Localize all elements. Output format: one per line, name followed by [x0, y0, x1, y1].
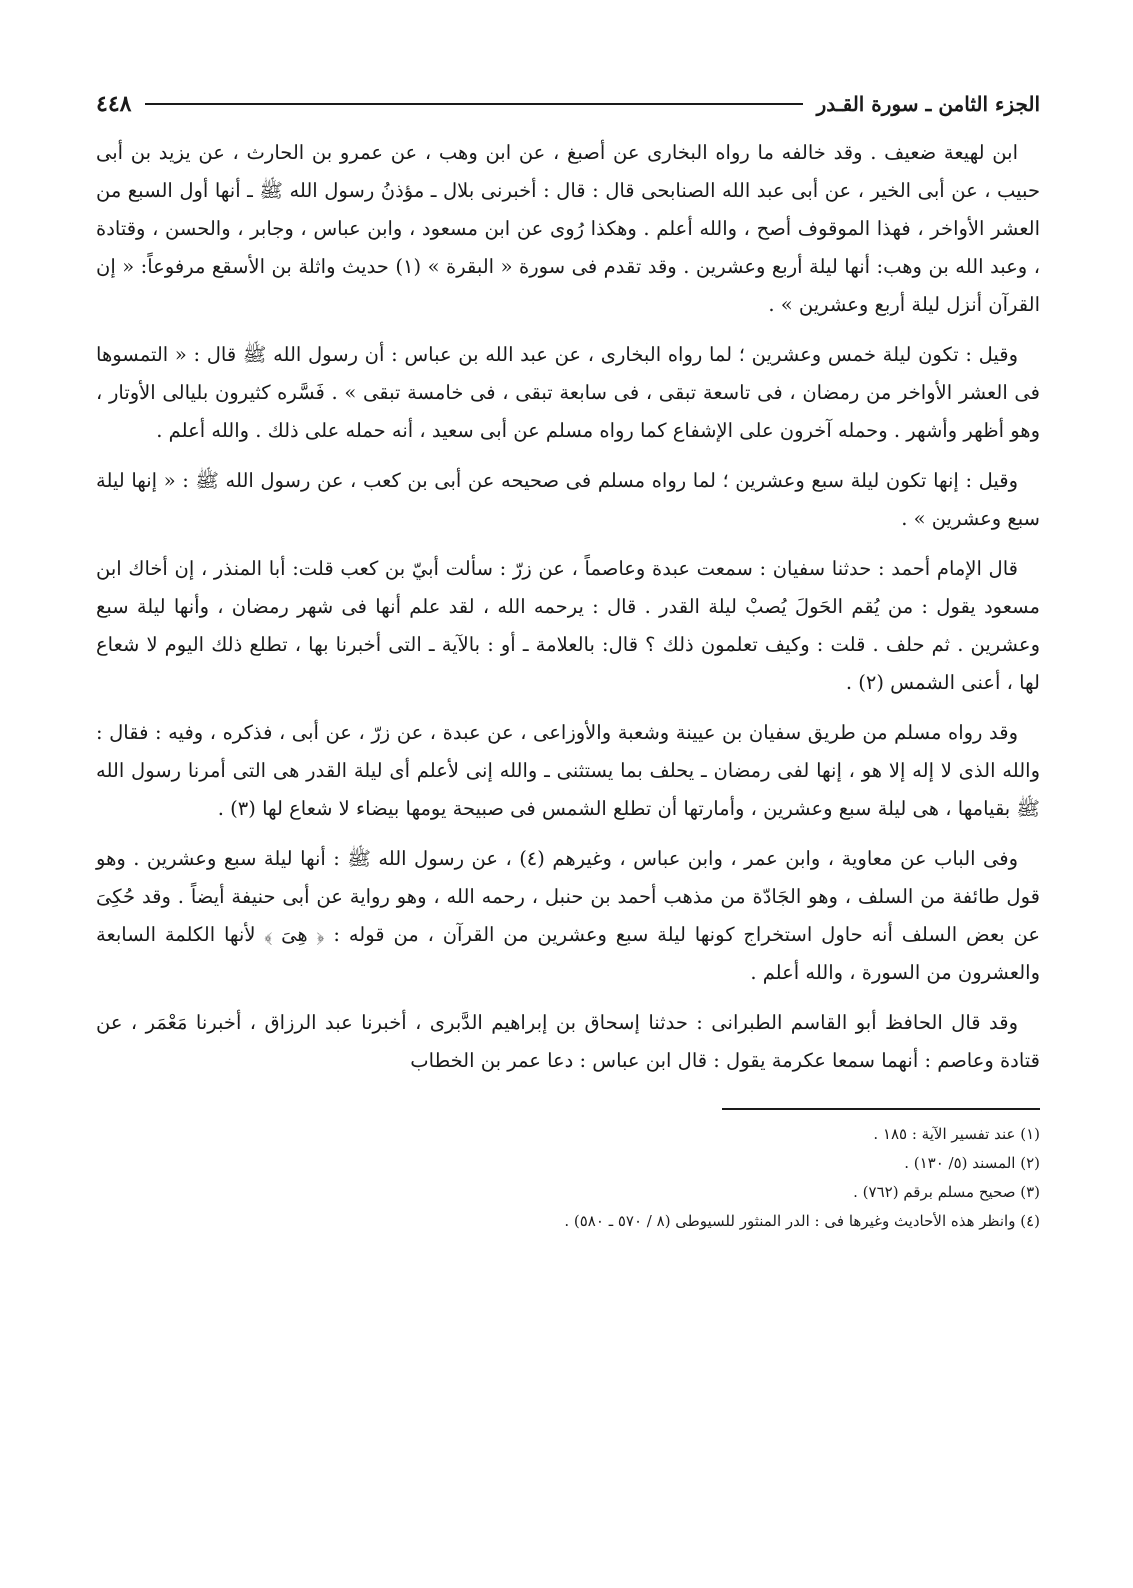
running-header-title: الجزء الثامن ـ سورة القـدر — [816, 92, 1040, 116]
header-rule — [145, 103, 802, 105]
paragraph: وقد قال الحافظ أبو القاسم الطبرانى : حدثنا إسحاق بن إبراهيم الدَّبرى ، أخبرنا عبد الرزاق ، أخبرنا مَعْمَر ، عن قتادة وعاصم : أنهما سمعا عكرمة يقول : قال ابن عباس : دعا عمر بن الخطاب — [96, 1011, 1040, 1072]
running-header — [96, 84, 1040, 124]
paragraph: وقد رواه مسلم من طريق سفيان بن عيينة وشعبة والأوزاعى ، عن عبدة ، عن زرّ ، عن أبى ، فذكره ، وفيه : فقال : والله الذى لا إله إلا هو ، إنها لفى رمضان ـ يحلف بما يستثنى ـ والله إنى لأعلم أى ليلة القدر هى التى أمرنا رسول الله ﷺ بقيامها ، هى ليلة سبع وعشرين ، وأمارتها أن تطلع الشمس فى صبيحة يومها بيضاء لا شعاع لها (٣) . — [96, 721, 1040, 820]
footnote: (٤) وانظر هذه الأحاديث وغيرها فى : الدر المنثور للسيوطى (٨ / ٥٧٠ ـ ٥٨٠) . — [564, 1212, 1040, 1230]
body-text — [96, 134, 1040, 1080]
paragraph: وفى الباب عن معاوية ، وابن عمر ، وابن عباس ، وغيرهم (٤) ، عن رسول الله ﷺ : أنها ليلة سبع وعشرين . وهو قول طائفة من السلف ، وهو الجَادّة من مذهب أحمد بن حنبل ، رحمه الله ، وهو رواية عن أبى حنيفة أيضاً . وقد حُكِىَ عن بعض السلف أنه حاول استخراج كونها ليلة سبع وعشرين من القرآن ، من قوله : ﴿ هِىَ ﴾ لأنها الكلمة السابعة والعشرون من السورة ، والله أعلم . — [96, 847, 1041, 984]
paragraph: وقيل : تكون ليلة خمس وعشرين ؛ لما رواه البخارى ، عن عبد الله بن عباس : أن رسول الله ﷺ قال : « التمسوها فى العشر الأواخر من رمضان ، فى تاسعة تبقى ، فى سابعة تبقى ، فى خامسة تبقى » . فَسَّره كثيرون بليالى الأوتار ، وهو أظهر وأشهر . وحمله آخرون على الإشفاع كما رواه مسلم عن أبى سعيد ، أنه حمله على ذلك . والله أعلم . — [96, 343, 1040, 442]
footnote: (٢) المسند (٥/ ١٣٠) . — [904, 1154, 1040, 1172]
footnote: (١) عند تفسير الآية : ١٨٥ . — [873, 1125, 1040, 1143]
paragraph: وقيل : إنها تكون ليلة سبع وعشرين ؛ لما رواه مسلم فى صحيحه عن أبى بن كعب ، عن رسول الله ﷺ : « إنها ليلة سبع وعشرين » . — [96, 469, 1040, 530]
footnote-divider — [722, 1108, 1040, 1110]
paragraph: ابن لهيعة ضعيف . وقد خالفه ما رواه البخارى عن أصبغ ، عن ابن وهب ، عن عمرو بن الحارث ، عن يزيد بن أبى حبيب ، عن أبى الخير ، عن أبى عبد الله الصنابحى قال : قال : أخبرنى بلال ـ مؤذنُ رسول الله ﷺ ـ أنها أول السبع من العشر الأواخر ، فهذا الموقوف أصح ، والله أعلم . وهكذا رُوى عن ابن مسعود ، وابن عباس ، وجابر ، والحسن ، وقتادة ، وعبد الله بن وهب: أنها ليلة أربع وعشرين . وقد تقدم فى سورة « البقرة » (١) حديث واثلة بن الأسقع مرفوعاً: « إن القرآن أنزل ليلة أربع وعشرين » . — [96, 141, 1040, 316]
footnote: (٣) صحيح مسلم برقم (٧٦٢) . — [853, 1183, 1040, 1201]
paragraph: قال الإمام أحمد : حدثنا سفيان : سمعت عبدة وعاصماً ، عن زرّ : سألت أبيّ بن كعب قلت: أبا المنذر ، إن أخاك ابن مسعود يقول : من يُقم الحَولَ يُصبْ ليلة القدر . قال : يرحمه الله ، لقد علم أنها فى شهر رمضان ، وأنها ليلة سبع وعشرين . ثم حلف . قلت : وكيف تعلمون ذلك ؟ قال: بالعلامة ـ أو : بالآية ـ التى أخبرنا بها ، تطلع ذلك اليوم لا شعاع لها ، أعنى الشمس (٢) . — [96, 557, 1040, 694]
footnotes — [96, 1120, 1040, 1236]
page-number: ٤٤٨ — [96, 91, 132, 117]
book-page — [96, 84, 1040, 1236]
